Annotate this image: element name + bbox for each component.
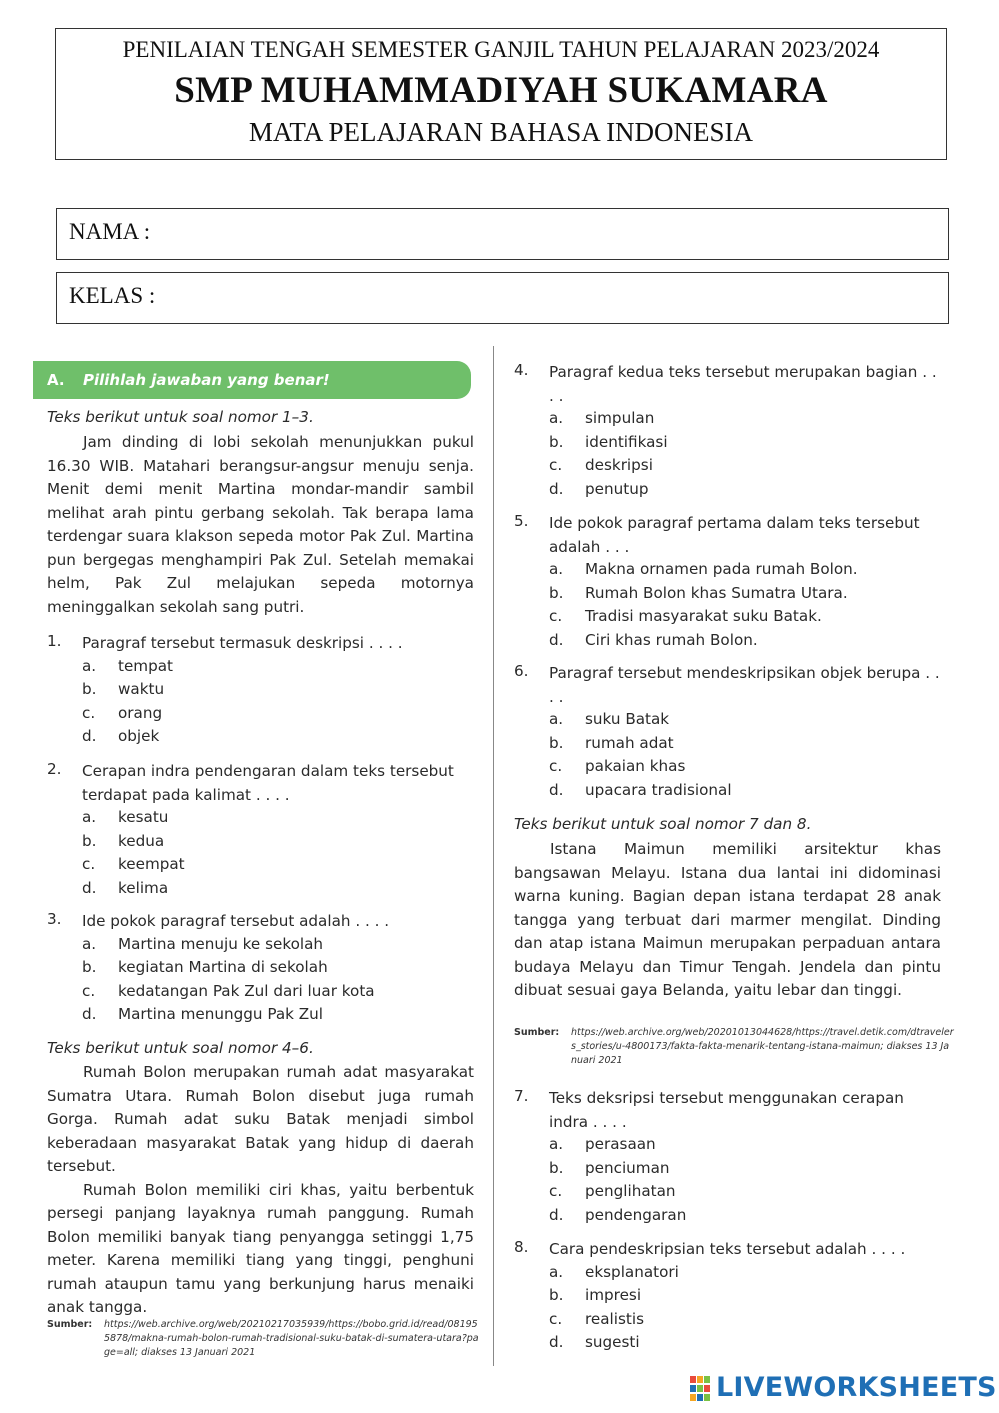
passage-intro-3: Teks berikut untuk soal nomor 7 dan 8. [514,815,812,833]
name-field [56,208,949,260]
option-letter: b. [82,958,97,976]
source-citation-2 [47,1318,479,1368]
source-label: Sumber: [47,1319,93,1330]
question-stem: Cara pendeskripsian teks tersebut adalah . . . . [549,1240,906,1258]
exam-title: PENILAIAN TENGAH SEMESTER GANJIL TAHUN PELAJARAN 2023/2024 [122,37,880,62]
question-stem: Teks deksripsi tersebut menggunakan cerapan indra . . . . [549,1089,904,1131]
question-number: 6. [514,662,529,680]
question-stem: Paragraf tersebut termasuk deskripsi . . . . [82,634,403,652]
option-text: Martina menuju ke sekolah [118,934,324,953]
option-text: kedatangan Pak Zul dari luar kota [118,981,375,1000]
source-label: Sumber: [514,1027,560,1038]
option-text: realistis [585,1309,644,1328]
option-letter: d. [549,479,564,498]
option-text: Rumah Bolon khas Sumatra Utara. [585,583,848,602]
option-letter: d. [82,727,97,745]
passage-intro-1: Teks berikut untuk soal nomor 1–3. [47,408,314,426]
option-letter: d. [549,1205,564,1224]
option-letter: b. [82,831,97,850]
option-text: pakaian khas [585,757,686,775]
option-letter: c. [549,607,563,625]
section-banner [33,361,471,399]
option-letter: b. [549,733,564,752]
option-text: kegiatan Martina di sekolah [118,958,328,976]
source-url: https://web.archive.org/web/20210217035939/https://bobo.grid.id/read/081955878/makna-rumah-bolon-rumah-tradisional-suku-batak-di-sumatera-utara?page=all; diakses 13 Januari 2021 [104,1319,479,1358]
option-text: Makna ornamen pada rumah Bolon. [585,560,858,578]
passage-intro-2: Teks berikut untuk soal nomor 4–6. [47,1039,314,1057]
option-letter: a. [549,560,564,578]
option-letter: d. [82,878,97,897]
option-letter: a. [82,808,97,826]
option-text: objek [118,727,160,745]
passage-3-text: Istana Maimun memiliki arsitektur khas bangsawan Melayu. Istana dua lantai ini didominasi warna kuning. Bagian depan istana terdapat 28 anak tangga yang terbuat dari marmer mengilat. Dinding dan atap istana Maimun merupakan perpaduan antara budaya Melayu dan Timur Tengah. Jendela dan pintu dibuat sesuai gaya Belanda, yaitu lebar dan tinggi. [514,840,941,999]
question-number: 8. [514,1238,529,1256]
liveworksheets-logo[interactable] [690,1372,997,1406]
option-letter: c. [82,855,96,873]
option-text: kesatu [118,808,169,826]
option-text: upacara tradisional [585,780,732,799]
option-text: orang [118,703,163,722]
option-text: penglihatan [585,1182,676,1200]
option-letter: b. [549,1286,564,1304]
option-letter: c. [549,1182,563,1200]
option-text: kelima [118,878,169,897]
option-text: perasaan [585,1135,656,1153]
question-number: 5. [514,512,529,530]
question-stem: Cerapan indra pendengaran dalam teks tersebut terdapat pada kalimat . . . . [82,762,454,804]
option-letter: b. [549,583,564,602]
option-text: identifikasi [585,432,668,451]
option-text: sugesti [585,1333,640,1351]
question-number: 2. [47,760,62,778]
option-letter: a. [549,710,564,728]
option-text: penciuman [585,1158,670,1177]
option-text: tempat [118,656,173,675]
class-input[interactable] [177,281,934,315]
option-letter: d. [549,630,564,649]
option-letter: a. [549,1262,564,1281]
liveworksheets-icon [690,1376,712,1402]
option-text: keempat [118,855,185,873]
question-number: 7. [514,1087,529,1105]
option-text: Ciri khas rumah Bolon. [585,630,758,649]
option-letter: b. [82,680,97,698]
question-number: 1. [47,632,62,650]
option-letter: c. [82,981,96,1000]
passage-1-text: Jam dinding di lobi sekolah menunjukkan pukul 16.30 WIB. Matahari berangsur-angsur menuju senja. Menit demi menit Martina mondar-mandir sambil melihat arah pintu gerbang sekolah. Tak berapa lama terdengar suara klakson sepeda motor Pak Zul. Martina pun bergegas menghampiri Pak Zul. Setelah memakai helm, Pak Zul melajukan sepeda motornya meninggalkan sekolah sang putri. [47,433,474,616]
option-letter: d. [82,1005,97,1023]
source-url: https://web.archive.org/web/20201013044628/https://travel.detik.com/dtravelers_stories/u-4800173/fakta-fakta-menarik-tentang-istana-maimun; diakses 13 Januari 2021 [571,1027,954,1066]
section-letter: A. [47,371,65,389]
option-text: impresi [585,1286,642,1304]
question-stem: Ide pokok paragraf pertama dalam teks tersebut adalah . . . [549,514,920,556]
source-citation-3 [514,1026,954,1076]
school-name: SMP MUHAMMADIYAH SUKAMARA [174,70,828,111]
option-text: Tradisi masyarakat suku Batak. [585,607,822,625]
subject-name: MATA PELAJARAN BAHASA INDONESIA [248,117,754,147]
question-stem: Paragraf tersebut mendeskripsikan objek berupa . . . . [549,664,940,706]
option-text: pendengaran [585,1205,687,1224]
passage-2a-text: Rumah Bolon merupakan rumah adat masyarakat Sumatra Utara. Rumah Bolon disebut juga rumah Gorga. Rumah adat suku Batak menjadi simbol keberadaan masyarakat Batak yang hidup di daerah tersebut. [47,1063,474,1175]
name-input[interactable] [177,217,934,251]
column-divider [493,346,494,1366]
option-text: suku Batak [585,710,670,728]
class-field [56,272,949,324]
option-letter: c. [549,456,563,474]
question-number: 4. [514,361,529,379]
class-label: KELAS : [69,283,156,308]
option-letter: a. [82,934,97,953]
section-instruction: Pilihlah jawaban yang benar! [83,371,330,389]
option-letter: a. [549,409,564,427]
option-text: penutup [585,479,649,498]
option-letter: d. [549,780,564,799]
option-letter: c. [82,703,96,722]
option-letter: c. [549,1309,563,1328]
option-text: deskripsi [585,456,653,474]
option-letter: d. [549,1333,564,1351]
question-stem: Paragraf kedua teks tersebut merupakan bagian . . . . [549,363,937,405]
name-label: NAMA : [69,219,151,244]
passage-2b-text: Rumah Bolon memiliki ciri khas, yaitu berbentuk persegi panjang layaknya rumah panggung. Rumah Bolon memiliki banyak tiang penyangga setinggi 1,75 meter. Karena memiliki tiang yang tinggi, penghuni rumah ataupun tamu yang berkunjung harus menaiki anak tangga. [47,1180,474,1316]
exam-header [55,28,947,160]
question-number: 3. [47,910,62,928]
option-letter: c. [549,757,563,775]
passage-2 [47,1061,474,1320]
option-text: Martina menunggu Pak Zul [118,1005,323,1023]
option-letter: a. [549,1135,564,1153]
brand-name: LIVEWORKSHEETS [716,1372,997,1403]
option-text: eksplanatori [585,1262,679,1281]
option-text: simpulan [585,409,655,427]
passage-1 [47,431,474,619]
option-letter: a. [82,656,97,675]
option-letter: b. [549,432,564,451]
option-letter: b. [549,1158,564,1177]
question-stem: Ide pokok paragraf tersebut adalah . . . . [82,912,390,930]
option-text: rumah adat [585,733,674,752]
option-text: waktu [118,680,165,698]
passage-3 [514,838,941,1003]
option-text: kedua [118,831,165,850]
